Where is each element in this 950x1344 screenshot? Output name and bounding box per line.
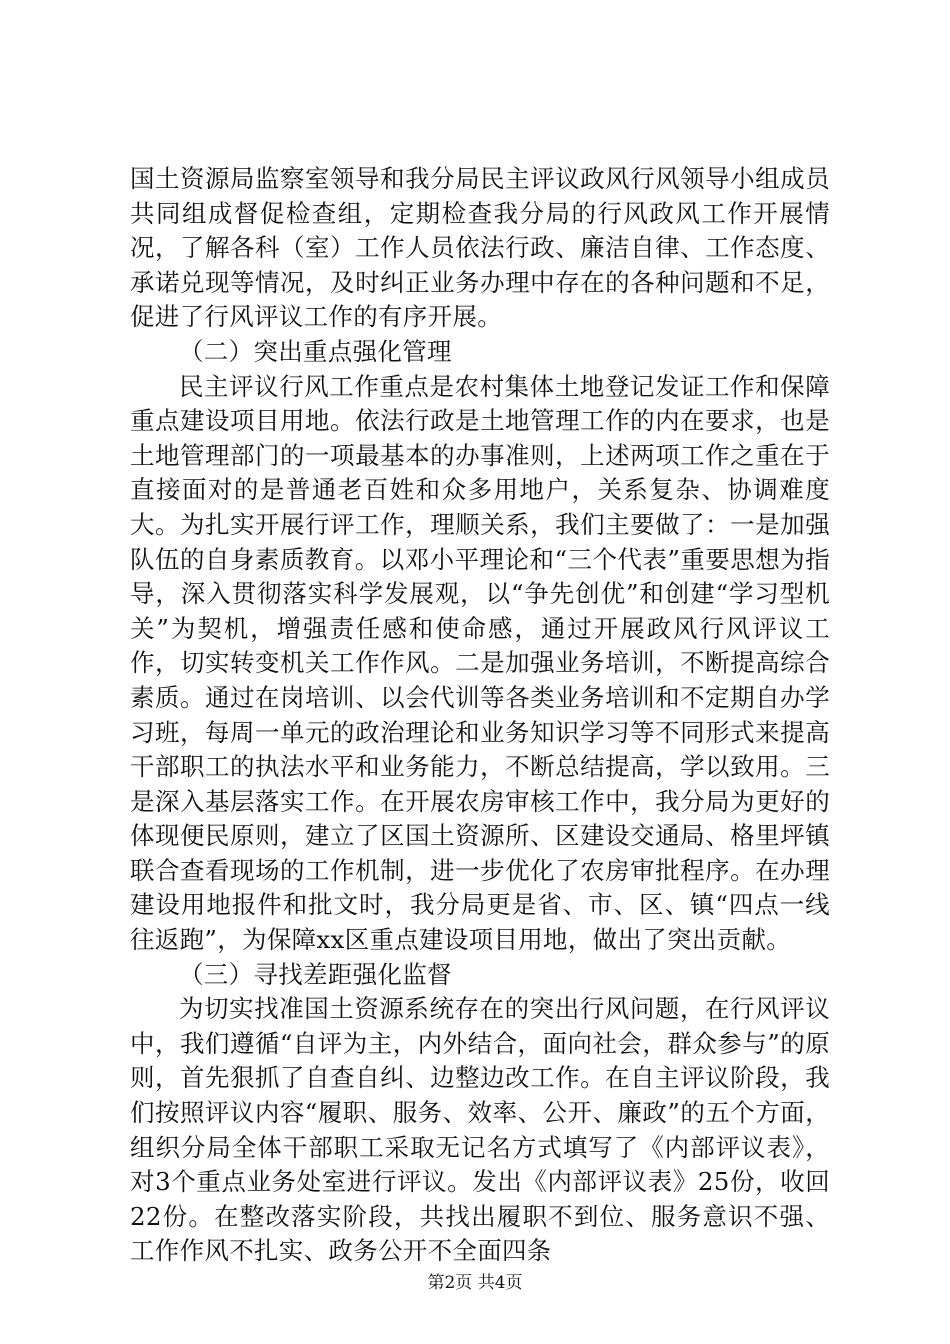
paragraph-2: 民主评议行风工作重点是农村集体土地登记发证工作和保障重点建设项目用地。依法行政是土地管理工作的内在要求，也是土地管理部门的一项最基本的办事准则，上述两项工作之重在于直接面对的是普通老百姓和众多用地户，关系复杂、协调难度大。为扎实开展行评工作，理顺关系，我们主要做了：一是加强队伍的自身素质教育。以邓小平理论和“三个代表”重要思想为指导，深入贯彻落实科学发展观，以“争先创优”和创建“学习型机关”为契机，增强责任感和使命感，通过开展政风行风评议工作，切实转变机关工作作风。二是加强业务培训，不断提高综合素质。通过在岗培训、以会代训等各类业务培训和不定期自办学习班，每周一单元的政治理论和业务知识学习等不同形式来提高干部职工的执法水平和业务能力，不断总结提高，学以致用。三是深入基层落实工作。在开展农房审核工作中，我分局为更好的体现便民原则，建立了区国土资源所、区建设交通局、格里坪镇联合查看现场的工作机制，进一步优化了农房审批程序。在办理建设用地报件和批文时，我分局更是省、市、区、镇“四点一线往返跑”，为保障xx区重点建设项目用地，做出了突出贡献。 bbox=[130, 371, 830, 955]
page-footer bbox=[0, 1268, 950, 1293]
section-heading-2: （二）突出重点强化管理 bbox=[179, 336, 452, 366]
document-body bbox=[130, 162, 830, 1269]
paragraph-1: 国土资源局监察室领导和我分局民主评议政风行风领导小组成员共同组成督促检查组，定期检查我分局的行风政风工作开展情况，了解各科（室）工作人员依法行政、廉洁自律、工作态度、承诺兑现等情况，及时纠正业务办理中存在的各种问题和不足，促进了行风评议工作的有序开展。 bbox=[130, 164, 830, 332]
paragraph-3: 为切实找准国土资源系统存在的突出行风问题，在行风评议中，我们遵循“自评为主，内外结合，面向社会，群众参与”的原则，首先狠抓了自查自纠、边整边改工作。在自主评议阶段，我们按照评议内容“履职、服务、效率、公开、廉政”的五个方面，组织分局全体干部职工采取无记名方式填写了《内部评议表》，对3个重点业务处室进行评议。发出《内部评议表》25份，收回22份。在整改落实阶段，共找出履职不到位、服务意识不强、工作作风不扎实、政务公开不全面四条 bbox=[130, 994, 830, 1266]
section-heading-3: （三）寻找差距强化监督 bbox=[179, 959, 452, 989]
page-number-label: 第2页 共4页 bbox=[427, 1273, 523, 1293]
